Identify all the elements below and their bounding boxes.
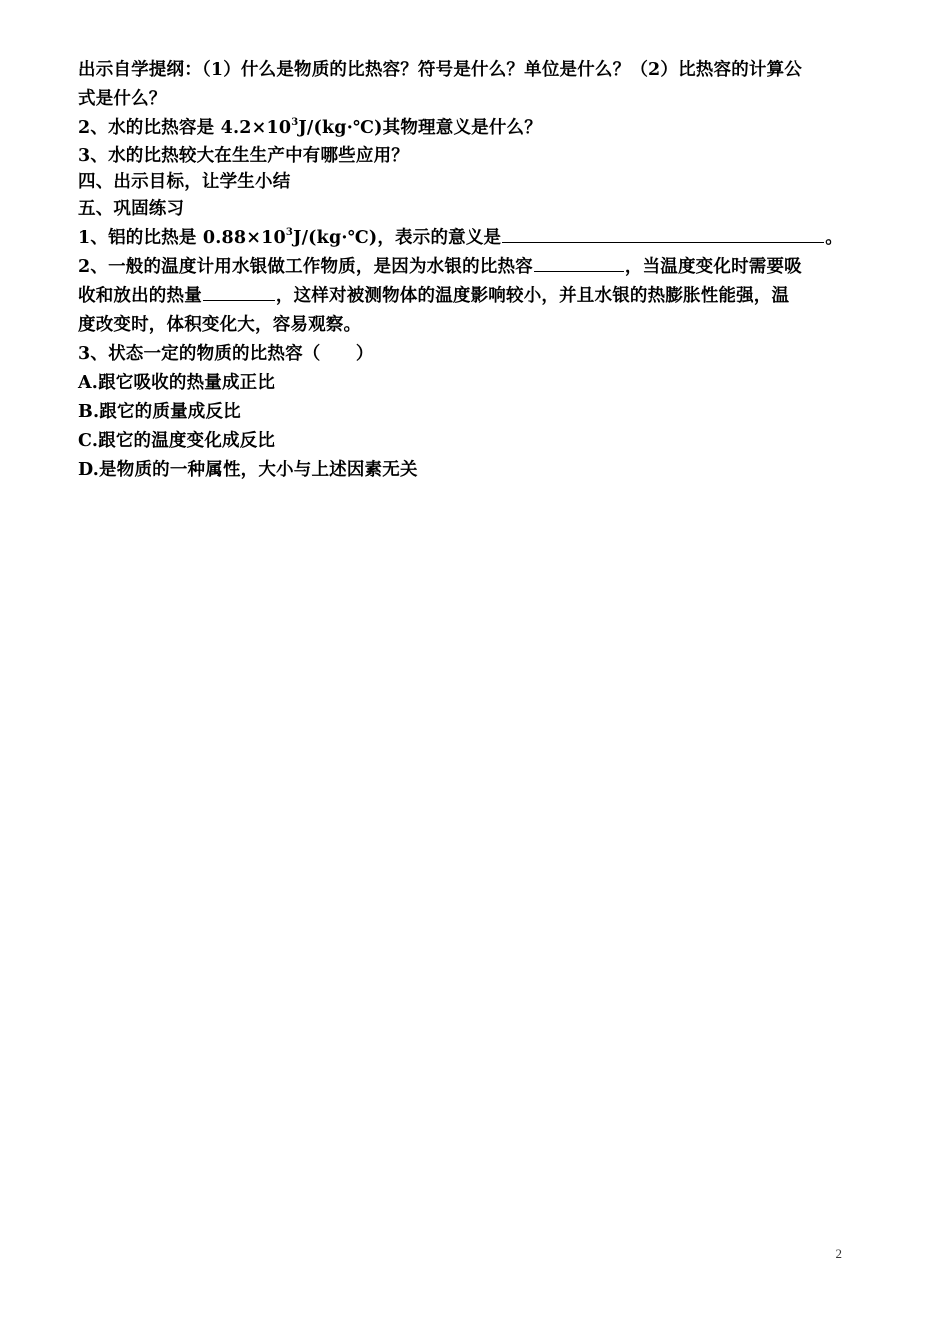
option-c-text: C.跟它的温度变化成反比 [78, 431, 276, 451]
section-heading-5 [78, 195, 842, 224]
question-3 [78, 143, 842, 169]
exercise-2-part-3: 收和放出的热量 [78, 286, 202, 306]
exercise-1 [78, 224, 842, 253]
option-d[interactable] [78, 456, 842, 485]
exercise-1-prefix: 1、铝的比热是 0.88×10 [78, 228, 286, 248]
option-b-text: B.跟它的质量成反比 [78, 402, 241, 422]
option-b[interactable] [78, 398, 842, 427]
exercise-2-part-1: 2、一般的温度计用水银做工作物质，是因为水银的比热容 [78, 257, 533, 277]
exercise-3-text: 3、状态一定的物质的比热容（ ） [78, 344, 374, 364]
study-outline-line-2 [78, 85, 842, 114]
exercise-1-end: 。 [825, 228, 843, 248]
study-outline-text-2: 式是什么？ [78, 89, 167, 109]
question-2 [78, 114, 842, 143]
exercise-1-middle: J/(kg·℃)，表示的意义是 [293, 228, 502, 248]
page-number: 2 [835, 1246, 842, 1261]
exercise-2-line-2 [78, 282, 842, 311]
option-d-text: D.是物质的一种属性，大小与上述因素无关 [78, 460, 418, 480]
option-a[interactable] [78, 369, 842, 398]
option-a-text: A.跟它吸收的热量成正比 [78, 373, 276, 393]
exercise-2-part-2: ，当温度变化时需要吸 [624, 257, 802, 277]
section-5-text: 五、巩固练习 [78, 199, 185, 219]
exercise-1-answer-blank[interactable] [502, 224, 824, 243]
document-body [78, 56, 842, 485]
section-4-text: 四、出示目标，让学生小结 [78, 172, 291, 192]
study-outline-line-1 [78, 56, 842, 85]
exercise-2-part-4: ，这样对被测物体的温度影响较小，并且水银的热膨胀性能强，温 [275, 286, 790, 306]
exercise-2-line-3 [78, 311, 842, 340]
exercise-1-exponent: 3 [285, 227, 294, 238]
exercise-2-part-5: 度改变时，体积变化大，容易观察。 [78, 315, 362, 335]
question-2-exponent: 3 [291, 117, 299, 128]
question-2-suffix: J/(kg·℃)其物理意义是什么？ [298, 118, 542, 138]
exercise-3 [78, 340, 842, 369]
option-c[interactable] [78, 427, 842, 456]
question-2-prefix: 2、水的比热容是 4.2×10 [78, 118, 292, 138]
question-3-text: 3、水的比热较大在生生产中有哪些应用？ [78, 146, 409, 166]
exercise-2-blank-2[interactable] [203, 282, 275, 301]
exercise-2-line-1 [78, 253, 842, 282]
exercise-2-blank-1[interactable] [534, 253, 624, 272]
study-outline-text-1: 出示自学提纲：（1）什么是物质的比热容？符号是什么？单位是什么？（2）比热容的计算公 [78, 60, 802, 80]
section-heading-4 [78, 169, 842, 195]
